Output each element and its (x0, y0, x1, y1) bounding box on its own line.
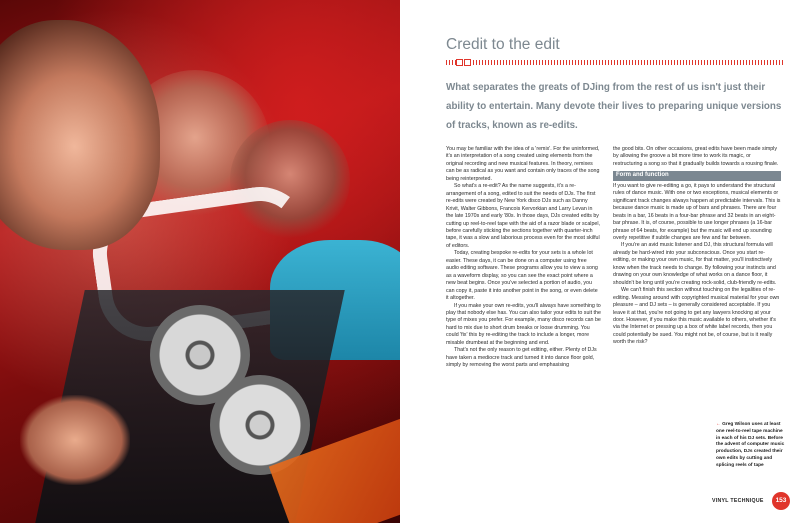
article-title: Credit to the edit (446, 36, 560, 53)
title-rule (446, 60, 784, 65)
body-column-2 (613, 146, 781, 347)
caption-text: Greg Wilson uses at least one reel-to-reel tape machine in each of his DJ sets. Before the advent of computer music production, DJs created their own edits by cutting and splicing reels of tape (716, 422, 785, 468)
body-paragraph: So what's a re-edit? As the name suggests, it's a re-arrangement of a song, edited to suit the needs of DJs. The first re-edits were created by New York disco DJs such as Danny Krivit, Walter Gibbons, Francois Kervorkian and Larry Levan in the late 1970s and early '80s. In those days, DJs created edits by cutting up reel-to-reel tape with the aid of a razor blade or scalpel, before carefully sticking the sections together with quarter-inch tape, it was a slow and laborious process even for the most skilful of editors. (446, 183, 600, 249)
body-paragraph: Today, creating bespoke re-edits for your sets is a whole lot easier. These days, it can be done on a computer using free audio editing software. These programs allow you to view a song as a waveform display, so you can see the exact point where a new beat begins. Once you've selected a portion of audio, you can copy it, paste it into another point in the song, or even delete it altogether. (446, 250, 598, 302)
standfirst: What separates the greats of DJing from the rest of us isn't just their ability to entertain. Many devote their lives to preparing unique versions of tracks, known as re-edits. (446, 82, 782, 131)
body-paragraph: We can't finish this section without touching on the legalities of re-editing. Messing around with copyrighted musical material for your own pleasure – and DJ sets – is generally considered acceptable. If you leave it at that, you're not going to get any lawyers knocking at your door. However, if you make this music available to others, whether it's via the Internet or pressing up a box of white label records, then you could potentially be sued. You might not be, of course, but is it really worth the risk? (613, 287, 780, 346)
dj-hand (20, 395, 130, 485)
body-paragraph: the good bits. On other occasions, great edits have been made simply by allowing the groove a bit more time to work its magic, or restructuring a song so that it gradually builds towards a rousing finale. (613, 146, 779, 167)
caption-arrow-icon: ← (716, 422, 721, 427)
body-paragraph: If you want to give re-editing a go, it pays to understand the structural rules of dance music. With one or two exceptions, musical elements or significant track changes always happen at predictable intervals. This is because dance music is made up of bars and phrases. There are four beats in a bar, 16 beats in a four-bar phrase and 32 beats in an eight-bar phrase. It is, of course, possible to use longer phrases (a 16-bar phrase of 64 beats, for example) but the music will end up sounding overly repetitive if subtle changes are few and far between. (613, 182, 781, 241)
body-paragraph: If you're an avid music listener and DJ, this structural formula will already be hard-wired into your subconscious. Once you start re-editing, or making your own music, for that matter, you'll instinctively know when the track needs to change. By following your instincts and drawing on your own knowledge of what works on a dance floor, it shouldn't be long until you're creating rock-solid, club-friendly re-edits. (613, 242, 777, 286)
rule-marker (456, 59, 463, 66)
article-page (400, 0, 800, 523)
body-column-1 (446, 146, 601, 370)
section-subhead: Form and function (613, 171, 781, 180)
rule-marker (464, 59, 471, 66)
page-number: 153 (772, 492, 790, 510)
photo-caption (716, 422, 788, 470)
section-folio: VINYL TECHNIQUE (712, 498, 764, 504)
body-paragraph: You may be familiar with the idea of a 'remix'. For the uninformed, it's an interpretation of a song created using elements from the original recording and new musical features. In theory, remixes can be as radical as you want and contain only traces of the song being reinterpreted. (446, 146, 600, 182)
dj-head (0, 20, 160, 250)
body-paragraph: If you make your own re-edits, you'll always have something to play that nobody else has. You can also tailor your edits to suit the type of mixes you prefer. For example, many disco records can be hard to mix due to short drum breaks or loose drumming. You could 'fix' this by re-editing the track to include a longer, more mixable drumbeat at the beginning and end. (446, 302, 601, 346)
body-paragraph: That's not the only reason to get editing, either. Plenty of DJs have taken a mediocre track and turned it into dance floor gold, simply by removing the worst parts and emphasising (446, 347, 597, 369)
